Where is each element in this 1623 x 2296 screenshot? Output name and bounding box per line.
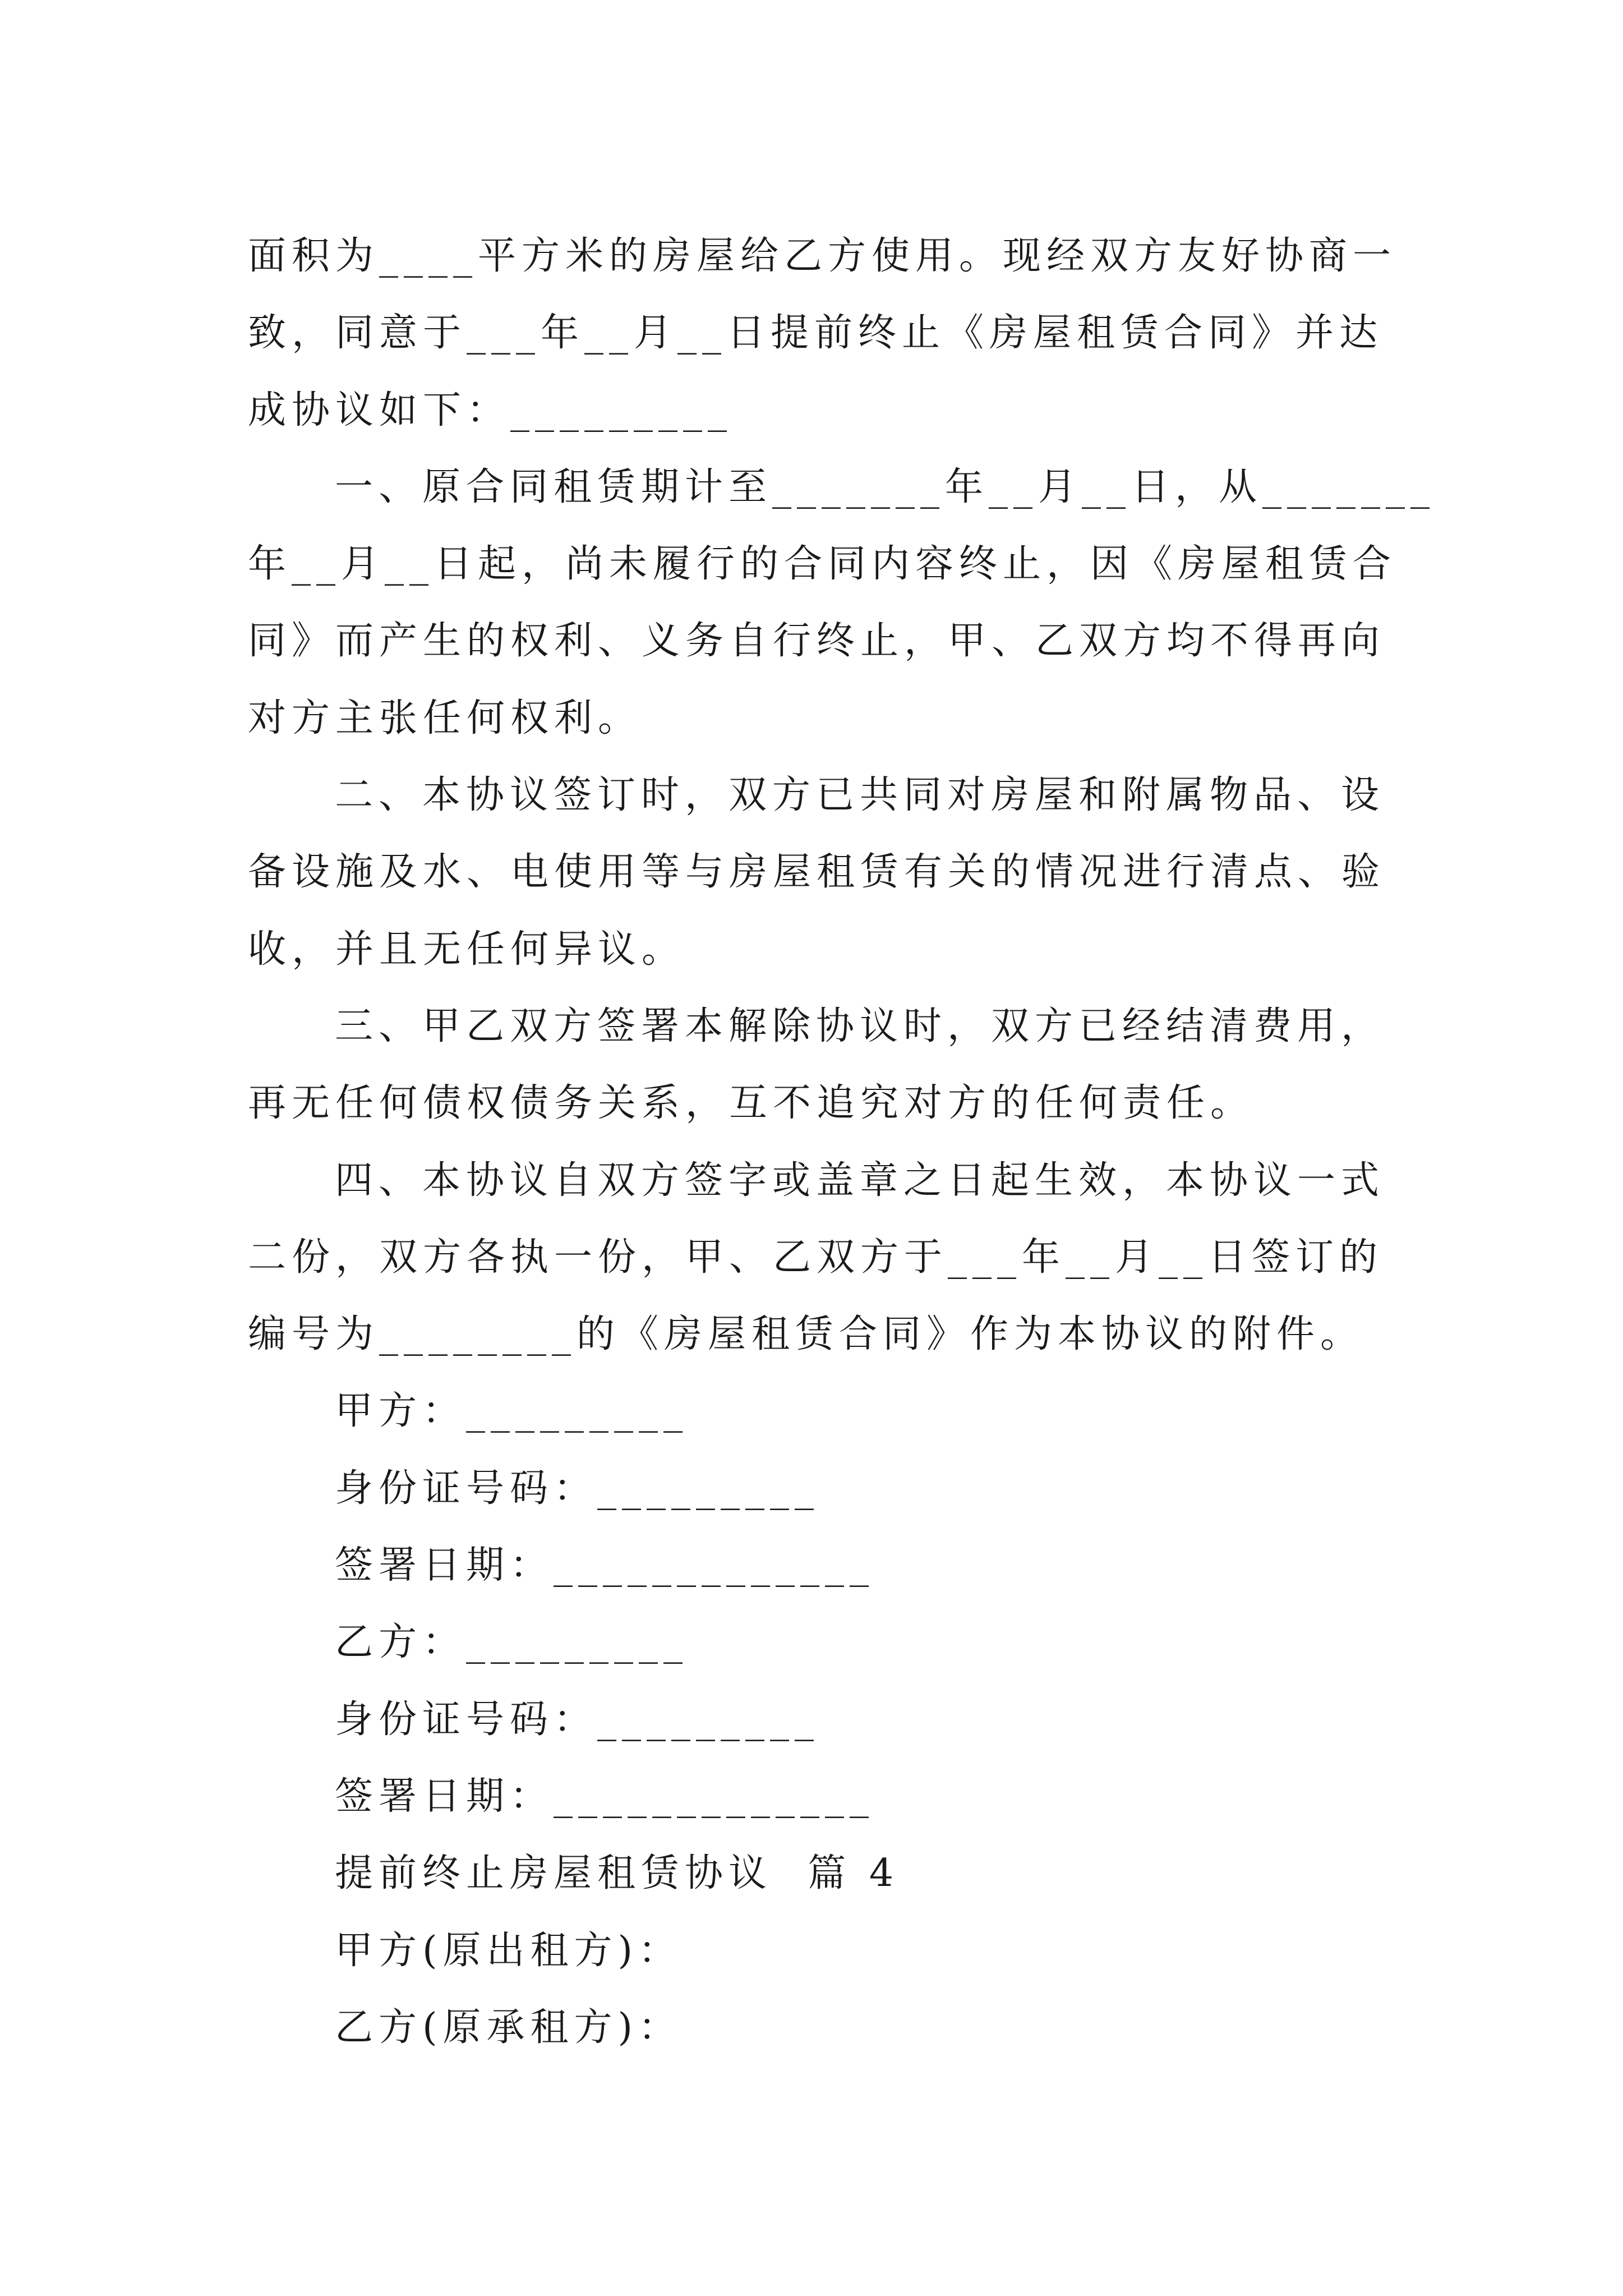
party-b-name-field: 乙方：_________ [335, 1620, 689, 1665]
party-b-date-field: 签署日期：_____________ [335, 1774, 875, 1819]
party-a-name-field: 甲方：_________ [335, 1389, 689, 1434]
original-lessor-field: 甲方(原出租方)： [335, 1928, 683, 1973]
party-a-id-field: 身份证号码：_________ [335, 1466, 820, 1511]
clause-4-line-1: 四、本协议自双方签字或盖章之日起生效，本协议一式 [335, 1158, 1385, 1203]
section-title: 提前终止房屋租赁协议 篇 4 [335, 1851, 900, 1896]
clause-4-line-3: 编号为________的《房屋租赁合同》作为本协议的附件。 [248, 1312, 1364, 1357]
clause-3-line-2: 再无任何债权债务关系，互不追究对方的任何责任。 [248, 1081, 1255, 1126]
document-page [248, 218, 1436, 2066]
clause-2-line-1: 二、本协议签订时，双方已共同对房屋和附属物品、设 [335, 773, 1385, 818]
clause-1-line-1: 一、原合同租赁期计至_______年__月__日，从_______ [335, 464, 1436, 509]
clause-1-line-2: 年__月__日起，尚未履行的合同内容终止，因《房屋租赁合 [248, 542, 1397, 587]
clause-1-line-4: 对方主张任何权利。 [248, 696, 642, 740]
clause-3-line-1: 三、甲乙双方签署本解除协议时，双方已经结清费用， [335, 1004, 1385, 1048]
paragraph-intro-line-3: 成协议如下：_________ [248, 388, 733, 432]
party-a-date-field: 签署日期：_____________ [335, 1543, 875, 1588]
paragraph-intro-line-2: 致，同意于___年__月__日提前终止《房屋租赁合同》并达 [248, 311, 1384, 356]
paragraph-intro-line-1: 面积为____平方米的房屋给乙方使用。现经双方友好协商一 [248, 234, 1397, 278]
clause-2-line-3: 收，并且无任何异议。 [248, 927, 686, 972]
original-lessee-field: 乙方(原承租方)： [335, 2005, 683, 2050]
clause-2-line-2: 备设施及水、电使用等与房屋租赁有关的情况进行清点、验 [248, 850, 1386, 895]
party-b-id-field: 身份证号码：_________ [335, 1697, 820, 1742]
clause-4-line-2: 二份，双方各执一份，甲、乙双方于___年__月__日签订的 [248, 1235, 1384, 1280]
clause-1-line-3: 同》而产生的权利、义务自行终止，甲、乙双方均不得再向 [248, 619, 1386, 664]
